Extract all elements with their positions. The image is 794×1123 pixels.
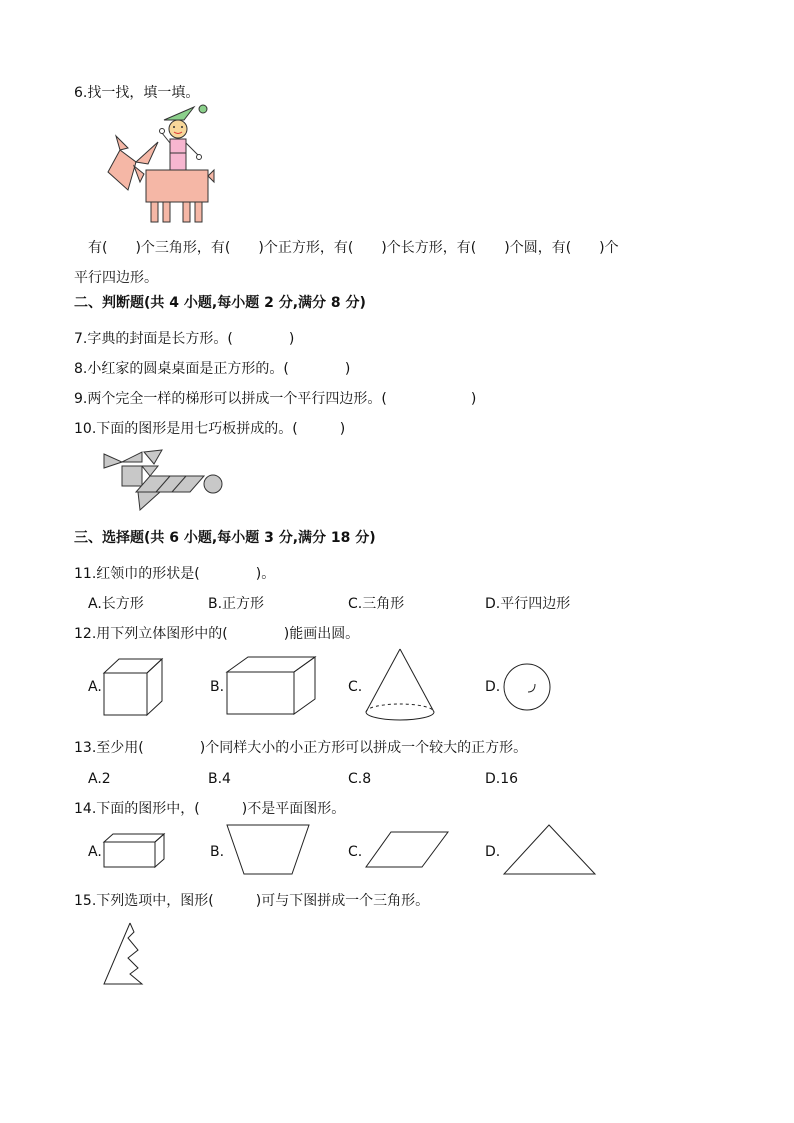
q11-stem: 11.红领巾的形状是( )。 xyxy=(74,566,276,582)
q6-title: 6.找一找，填一填。 xyxy=(74,85,200,101)
q13-option-a: A.2 xyxy=(88,771,111,787)
q14-triangle xyxy=(503,824,597,876)
q11-option-a: A.长方形 xyxy=(88,596,144,612)
q14-cuboid xyxy=(103,833,165,869)
q11-option-d: D.平行四边形 xyxy=(485,596,571,612)
q12-label-c: C. xyxy=(348,679,363,695)
q13-option-c: C.8 xyxy=(348,771,372,787)
q14-trapezoid xyxy=(226,824,310,876)
q12-sphere xyxy=(502,662,552,712)
q6-fill-line-1: 有( )个三角形，有( )个正方形，有( )个长方形，有( )个圆，有( )个 xyxy=(88,240,619,256)
q15-partial-triangle xyxy=(102,922,144,986)
q7: 7.字典的封面是长方形。( ) xyxy=(74,331,295,347)
q12-label-b: B. xyxy=(210,679,225,695)
q12-stem: 12.用下列立体图形中的( )能画出圆。 xyxy=(74,626,360,642)
q12-cube xyxy=(103,657,163,717)
q9: 9.两个完全一样的梯形可以拼成一个平行四边形。( ) xyxy=(74,391,477,407)
q12-label-d: D. xyxy=(485,679,501,695)
q14-label-a: A. xyxy=(88,844,102,860)
q14-label-d: D. xyxy=(485,844,501,860)
q14-parallelogram xyxy=(365,831,449,869)
q6-robot-horse-figure xyxy=(100,100,220,225)
q12-cuboid xyxy=(226,656,316,716)
q12-label-a: A. xyxy=(88,679,102,695)
section-2-heading: 二、判断题(共 4 小题,每小题 2 分,满分 8 分) xyxy=(74,295,366,311)
q12-cone xyxy=(364,648,436,724)
q14-label-c: C. xyxy=(348,844,363,860)
q11-option-b: B.正方形 xyxy=(208,596,265,612)
q10: 10.下面的图形是用七巧板拼成的。( ) xyxy=(74,421,346,437)
q15-stem: 15.下列选项中，图形( )可与下图拼成一个三角形。 xyxy=(74,893,430,909)
q13-option-b: B.4 xyxy=(208,771,231,787)
q13-option-d: D.16 xyxy=(485,771,519,787)
q14-stem: 14.下面的图形中，( )不是平面图形。 xyxy=(74,801,346,817)
q8: 8.小红家的圆桌桌面是正方形的。( ) xyxy=(74,361,351,377)
q14-label-b: B. xyxy=(210,844,225,860)
section-3-heading: 三、选择题(共 6 小题,每小题 3 分,满分 18 分) xyxy=(74,530,376,546)
q10-tangram-figure xyxy=(100,448,230,518)
q6-fill-line-2: 平行四边形。 xyxy=(74,270,158,286)
q13-stem: 13.至少用( )个同样大小的小正方形可以拼成一个较大的正方形。 xyxy=(74,740,528,756)
q11-option-c: C.三角形 xyxy=(348,596,405,612)
